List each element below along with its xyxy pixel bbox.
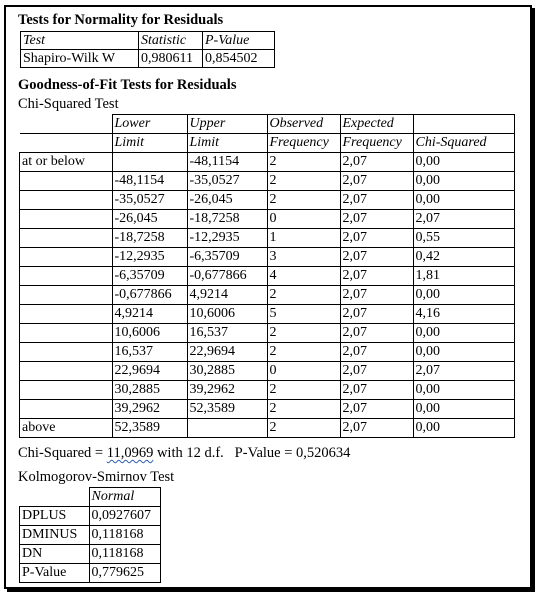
table-row <box>20 362 515 381</box>
expected-frequency: 2,07 <box>340 400 413 419</box>
normality-header-row <box>21 32 275 50</box>
lower-limit: 10,6006 <box>112 324 187 343</box>
table-row <box>20 545 161 564</box>
expected-frequency: 2,07 <box>340 324 413 343</box>
ks-statistic-name: P-Value <box>20 564 90 583</box>
row-label <box>20 191 113 210</box>
row-label: above <box>20 419 113 438</box>
normality-statistic: 0,980611 <box>139 50 203 68</box>
header-statistic: Statistic <box>139 32 203 50</box>
upper-limit <box>187 419 267 438</box>
lower-limit: 39,2962 <box>112 400 187 419</box>
chi-header-lower-limit: Limit <box>112 134 187 153</box>
lower-limit: 16,537 <box>112 343 187 362</box>
upper-limit: 30,2885 <box>187 362 267 381</box>
ks-statistic-value: 0,0927607 <box>89 507 160 526</box>
ks-statistic-value: 0,779625 <box>89 564 160 583</box>
chi-squared-value: 2,07 <box>413 362 514 381</box>
upper-limit: 22,9694 <box>187 343 267 362</box>
table-row <box>20 172 515 191</box>
expected-frequency: 2,07 <box>340 172 413 191</box>
expected-frequency: 2,07 <box>340 286 413 305</box>
observed-frequency: 2 <box>267 419 340 438</box>
chi-summary-value: 11,0969 <box>106 445 154 461</box>
expected-frequency: 2,07 <box>340 267 413 286</box>
row-label <box>20 305 113 324</box>
table-row <box>20 305 515 324</box>
chi-squared-value: 4,16 <box>413 305 514 324</box>
lower-limit: -18,7258 <box>112 229 187 248</box>
row-label <box>20 172 113 191</box>
row-label <box>20 210 113 229</box>
chi-squared-value: 0,00 <box>413 381 514 400</box>
observed-frequency: 0 <box>267 210 340 229</box>
chi-squared-value: 0,00 <box>413 153 514 172</box>
row-label <box>20 362 113 381</box>
upper-limit: -48,1154 <box>187 153 267 172</box>
chi-summary-prefix: Chi-Squared = <box>18 445 107 461</box>
upper-limit: -35,0527 <box>187 172 267 191</box>
lower-limit: -6,35709 <box>112 267 187 286</box>
chi-squared-value: 2,07 <box>413 210 514 229</box>
ks-table <box>19 487 161 583</box>
chi-squared-value: 0,00 <box>413 400 514 419</box>
chi-summary <box>18 445 350 461</box>
table-row <box>20 381 515 400</box>
chi-squared-value: 0,00 <box>413 343 514 362</box>
upper-limit: -18,7258 <box>187 210 267 229</box>
chi-header-row-1 <box>20 115 515 134</box>
observed-frequency: 2 <box>267 343 340 362</box>
lower-limit: 52,3589 <box>112 419 187 438</box>
upper-limit: -12,2935 <box>187 229 267 248</box>
ks-statistic-name: DMINUS <box>20 526 90 545</box>
table-row <box>20 400 515 419</box>
ks-header-normal: Normal <box>89 488 160 507</box>
chi-header-row-2 <box>20 134 515 153</box>
chi-squared-value: 0,00 <box>413 324 514 343</box>
chi-squared-value: 0,00 <box>413 191 514 210</box>
expected-frequency: 2,07 <box>340 419 413 438</box>
observed-frequency: 2 <box>267 324 340 343</box>
upper-limit: 4,9214 <box>187 286 267 305</box>
ks-statistic-name: DPLUS <box>20 507 90 526</box>
row-label <box>20 248 113 267</box>
chi-squared-value: 1,81 <box>413 267 514 286</box>
expected-frequency: 2,07 <box>340 305 413 324</box>
chi-summary-suffix: with 12 d.f. P-Value = 0,520634 <box>153 445 351 461</box>
lower-limit: -0,677866 <box>112 286 187 305</box>
expected-frequency: 2,07 <box>340 381 413 400</box>
chi-squared-value: 0,00 <box>413 286 514 305</box>
chi-squared-value: 0,00 <box>413 419 514 438</box>
row-label <box>20 324 113 343</box>
chi-header-upper: Upper <box>187 115 267 134</box>
expected-frequency: 2,07 <box>340 191 413 210</box>
chi-header-observed-frequency: Frequency <box>267 134 340 153</box>
ks-header-row <box>20 488 161 507</box>
header-p-value: P-Value <box>203 32 275 50</box>
table-row <box>20 191 515 210</box>
normality-p-value: 0,854502 <box>203 50 275 68</box>
row-label <box>20 381 113 400</box>
observed-frequency: 2 <box>267 191 340 210</box>
chi-header-lower: Lower <box>112 115 187 134</box>
chi-squared-value: 0,00 <box>413 172 514 191</box>
table-row <box>20 526 161 545</box>
chi-header-chi-squared: Chi-Squared <box>413 134 514 153</box>
observed-frequency: 3 <box>267 248 340 267</box>
table-row <box>20 267 515 286</box>
table-row <box>20 210 515 229</box>
row-label <box>20 229 113 248</box>
normality-test-name: Shapiro-Wilk W <box>21 50 139 68</box>
lower-limit: -48,1154 <box>112 172 187 191</box>
gof-title: Goodness-of-Fit Tests for Residuals <box>18 77 237 93</box>
chi-header-blank-2 <box>20 134 113 153</box>
table-row <box>20 229 515 248</box>
table-row <box>20 419 515 438</box>
observed-frequency: 0 <box>267 362 340 381</box>
upper-limit: 10,6006 <box>187 305 267 324</box>
observed-frequency: 5 <box>267 305 340 324</box>
chi-squared-value: 0,55 <box>413 229 514 248</box>
observed-frequency: 2 <box>267 400 340 419</box>
table-row <box>20 564 161 583</box>
chi-header-upper-limit: Limit <box>187 134 267 153</box>
table-row <box>20 324 515 343</box>
observed-frequency: 2 <box>267 381 340 400</box>
upper-limit: 39,2962 <box>187 381 267 400</box>
observed-frequency: 2 <box>267 153 340 172</box>
ks-statistic-name: DN <box>20 545 90 564</box>
observed-frequency: 2 <box>267 286 340 305</box>
upper-limit: -6,35709 <box>187 248 267 267</box>
chi-header-expected-frequency: Frequency <box>340 134 413 153</box>
observed-frequency: 2 <box>267 172 340 191</box>
expected-frequency: 2,07 <box>340 229 413 248</box>
expected-frequency: 2,07 <box>340 248 413 267</box>
lower-limit <box>112 153 187 172</box>
normality-row <box>21 50 275 68</box>
table-row <box>20 248 515 267</box>
expected-frequency: 2,07 <box>340 362 413 381</box>
chi-squared-test-label: Chi-Squared Test <box>18 96 119 112</box>
expected-frequency: 2,07 <box>340 343 413 362</box>
table-row <box>20 286 515 305</box>
row-label <box>20 343 113 362</box>
expected-frequency: 2,07 <box>340 210 413 229</box>
ks-title: Kolmogorov-Smirnov Test <box>18 469 175 485</box>
lower-limit: 30,2885 <box>112 381 187 400</box>
ks-statistic-value: 0,118168 <box>89 545 160 564</box>
normality-table <box>20 31 275 68</box>
lower-limit: -12,2935 <box>112 248 187 267</box>
row-label <box>20 400 113 419</box>
ks-header-blank <box>20 488 90 507</box>
table-row <box>20 507 161 526</box>
chi-header-observed: Observed <box>267 115 340 134</box>
lower-limit: 22,9694 <box>112 362 187 381</box>
upper-limit: -0,677866 <box>187 267 267 286</box>
upper-limit: -26,045 <box>187 191 267 210</box>
expected-frequency: 2,07 <box>340 153 413 172</box>
lower-limit: -35,0527 <box>112 191 187 210</box>
chi-squared-table <box>19 114 515 438</box>
table-row <box>20 343 515 362</box>
normality-title: Tests for Normality for Residuals <box>18 12 224 28</box>
header-test: Test <box>21 32 139 50</box>
ks-table-body <box>20 507 161 583</box>
chi-squared-value: 0,42 <box>413 248 514 267</box>
lower-limit: 4,9214 <box>112 305 187 324</box>
chi-table-body <box>20 153 515 438</box>
observed-frequency: 4 <box>267 267 340 286</box>
row-label <box>20 267 113 286</box>
chi-header-blank <box>20 115 113 134</box>
ks-statistic-value: 0,118168 <box>89 526 160 545</box>
upper-limit: 52,3589 <box>187 400 267 419</box>
observed-frequency: 1 <box>267 229 340 248</box>
row-label <box>20 286 113 305</box>
upper-limit: 16,537 <box>187 324 267 343</box>
lower-limit: -26,045 <box>112 210 187 229</box>
chi-header-chi-top <box>413 115 514 134</box>
table-row <box>20 153 515 172</box>
row-label: at or below <box>20 153 113 172</box>
chi-header-expected: Expected <box>340 115 413 134</box>
